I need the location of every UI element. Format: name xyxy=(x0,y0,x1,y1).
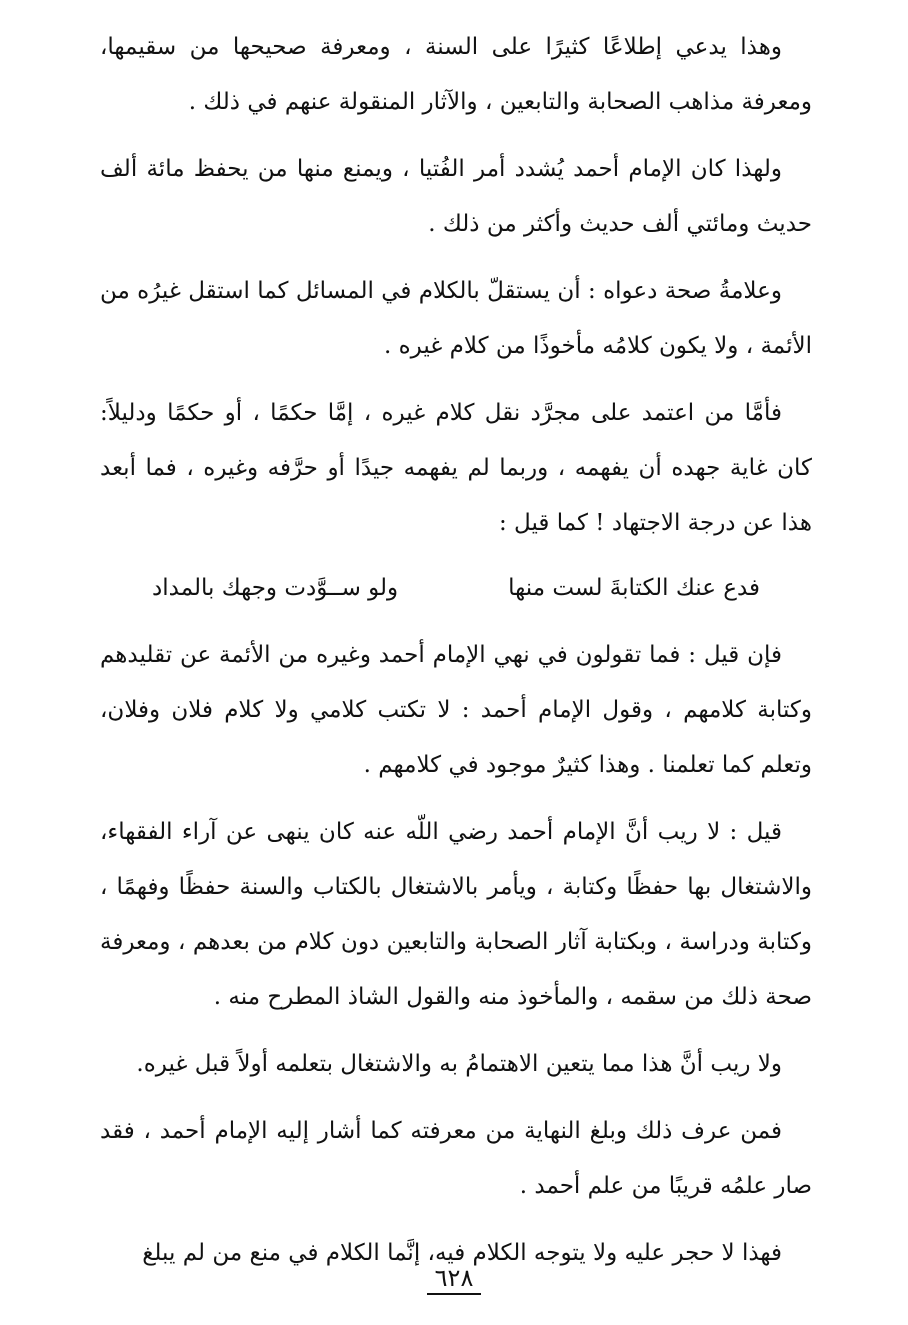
paragraph-7: ولا ريب أنَّ هذا مما يتعين الاهتمامُ به والاشتغال بتعلمه أولاً قبل غيره. xyxy=(136,1051,782,1077)
paragraph-9: فهذا لا حجر عليه ولا يتوجه الكلام فيه، إنَّما الكلام في منع من لم يبلغ xyxy=(142,1240,782,1266)
paragraph-2: ولهذا كان الإمام أحمد يُشدد أمر الفُتيا ، ويمنع منها من يحفظ مائة ألف حديث ومائتي ألف حديث وأكثر من ذلك . xyxy=(100,156,812,237)
paragraph-1: وهذا يدعي إطلاعًا كثيرًا على السنة ، ومعرفة صحيحها من سقيمها، ومعرفة مذاهب الصحابة والتابعين ، والآثار المنقولة عنهم في ذلك . xyxy=(100,34,812,115)
paragraph-6: قيل : لا ريب أنَّ الإمام أحمد رضي اللّه عنه كان ينهى عن آراء الفقهاء، والاشتغال بها حفظًا وكتابة ، ويأمر بالاشتغال بالكتاب والسنة حفظًا وفهمًا ، وكتابة ودراسة ، وبكتابة آثار الصحابة والتابعين دون كلام من بعدهم ، ومعرفة صحة ذلك من سقمه ، والمأخوذ منه والقول الشاذ المطرح منه . xyxy=(100,819,812,1010)
page-number-footer xyxy=(0,1263,908,1295)
paragraph-3: وعلامةُ صحة دعواه : أن يستقلّ بالكلام في المسائل كما استقل غيرُه من الأئمة ، ولا يكون كلامُه مأخوذًا من كلام غيره . xyxy=(100,278,812,359)
verse-second-hemistich: ولو ســوَّدت وجهك بالمداد xyxy=(151,575,399,601)
paragraph-4: فأمَّا من اعتمد على مجرَّد نقل كلام غيره ، إمَّا حكمًا ، أو حكمًا ودليلاً: كان غاية جهده أن يفهمه ، وربما لم يفهمه جيدًا أو حرَّفه وغيره ، فما أبعد هذا عن درجة الاجتهاد ! كما قيل : xyxy=(100,400,812,536)
poetry-verse xyxy=(100,561,812,616)
page-number: ٦٢٨ xyxy=(427,1263,482,1295)
body-text xyxy=(100,20,812,1281)
paragraph-5: فإن قيل : فما تقولون في نهي الإمام أحمد وغيره من الأئمة عن تقليدهم وكتابة كلامهم ، وقول الإمام أحمد : لا تكتب كلامي ولا كلام فلان وفلان، وتعلم كما تعلمنا . وهذا كثيرٌ موجود في كلامهم . xyxy=(100,642,812,778)
paragraph-8: فمن عرف ذلك وبلغ النهاية من معرفته كما أشار إليه الإمام أحمد ، فقد صار علمُه قريبًا من علم أحمد . xyxy=(100,1118,812,1199)
verse-first-hemistich: فدع عنك الكتابةَ لست منها xyxy=(508,575,761,601)
